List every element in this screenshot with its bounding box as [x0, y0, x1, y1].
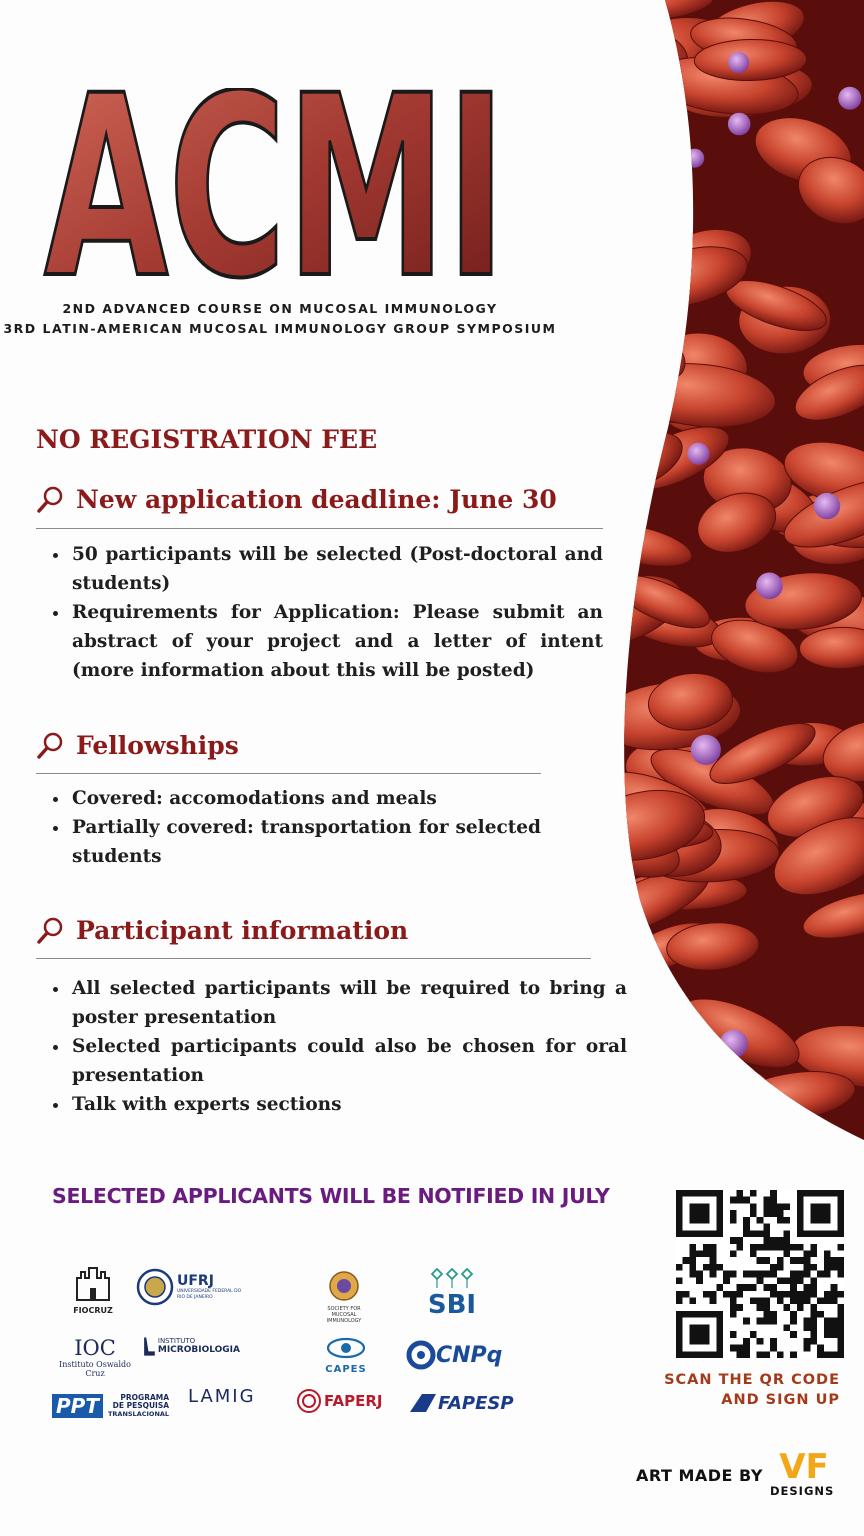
- bacterium-shape: [728, 113, 751, 136]
- scan-qr-instruction: SCAN THE QR CODE: [664, 1372, 840, 1388]
- vf-designs-logo: [776, 1446, 832, 1484]
- villus-shape: [580, 38, 684, 117]
- section-participant-title: Participant information: [76, 915, 409, 945]
- faperj-logo: FAPERJ: [296, 1388, 394, 1414]
- bacterium-shape: [814, 493, 840, 519]
- villus-shape: [571, 300, 695, 396]
- list-item: • 50 participants will be selected (Post-doctoral and students): [70, 540, 603, 598]
- fapesp-swoosh-icon: [408, 1392, 438, 1414]
- bacterium-shape: [838, 87, 861, 110]
- capes-eye-icon: [326, 1336, 366, 1360]
- bacterium-shape: [756, 573, 783, 600]
- section-deadline-heading: [36, 484, 557, 514]
- molecule-icon: [427, 1268, 477, 1292]
- section-fellowships-heading: [36, 730, 239, 760]
- section-deadline-title: New application deadline: June 30: [76, 484, 557, 514]
- mucosal-immunology-society-logo: SOCIETY FOR MUCOSAL IMMUNOLOGY: [316, 1270, 372, 1324]
- designs-text: DESIGNS: [770, 1484, 835, 1498]
- list-item: • Partially covered: transportation for selected students: [70, 813, 541, 871]
- acmi-logo: [40, 88, 510, 288]
- participant-list: [36, 974, 627, 1119]
- faperj-rings-icon: [296, 1388, 324, 1414]
- list-item: • Selected participants could also be chosen for oral presentation: [70, 1032, 627, 1090]
- villus-shape: [546, 366, 677, 455]
- divider: [36, 958, 591, 959]
- divider: [36, 773, 541, 774]
- subtitle-symposium: 3RD LATIN-AMERICAN MUCOSAL IMMUNOLOGY GROUP SYMPOSIUM: [3, 321, 557, 336]
- magnifier-icon: [36, 915, 66, 945]
- deadline-list: [36, 540, 603, 685]
- notification-banner: SELECTED APPLICANTS WILL BE NOTIFIED IN JULY: [52, 1184, 610, 1208]
- registration-fee-notice: NO REGISTRATION FEE: [36, 425, 378, 454]
- fiocruz-logo: FIOCRUZ: [66, 1264, 120, 1315]
- subtitle-course: 2ND ADVANCED COURSE ON MUCOSAL IMMUNOLOGY: [62, 301, 498, 316]
- list-item: • All selected participants will be required to bring a poster presentation: [70, 974, 627, 1032]
- cnpq-logo: CNPq: [406, 1340, 510, 1370]
- ioc-logo: IOC Instituto Oswaldo Cruz: [59, 1336, 131, 1378]
- cnpq-icon: [406, 1340, 436, 1370]
- microbiologia-logo: INSTITUTO MICROBIOLOGIA: [142, 1326, 240, 1366]
- list-item: • Talk with experts sections: [70, 1090, 627, 1119]
- magnifier-icon: [36, 484, 66, 514]
- bacterium-shape: [687, 443, 709, 465]
- bacterium-shape: [673, 261, 691, 279]
- bacterium-shape: [691, 735, 721, 765]
- capes-logo: CAPES: [318, 1336, 374, 1375]
- castle-icon: [73, 1264, 113, 1302]
- lamig-logo: LAMIG: [188, 1386, 256, 1407]
- sbi-logo: SBI: [422, 1268, 482, 1320]
- vf-brand-text: VF: [779, 1447, 829, 1484]
- bacterium-shape: [728, 52, 749, 73]
- sign-up-instruction: AND SIGN UP: [721, 1392, 840, 1408]
- magnifier-icon: [36, 730, 66, 760]
- programa-pesquisa-translacional-logo: PPT PROGRAMA DE PESQUISA TRANSLACIONAL: [52, 1394, 176, 1418]
- villus-shape: [573, 118, 691, 205]
- fapesp-logo: FAPESP: [408, 1392, 520, 1414]
- society-seal-icon: [327, 1270, 361, 1302]
- qr-code[interactable]: [676, 1190, 844, 1358]
- list-item: • Covered: accomodations and meals: [70, 784, 541, 813]
- divider: [36, 528, 603, 529]
- acmi-title: ACMI: [44, 88, 506, 288]
- fellowships-list: [36, 784, 541, 871]
- list-item: • Requirements for Application: Please submit an abstract of your project and a letter of intent (more information about this will be posted): [70, 598, 603, 685]
- ufrj-logo: UFRJ UNIVERSIDADE FEDERAL DO RIO DE JANEIRO: [136, 1268, 246, 1306]
- microscope-icon: [142, 1326, 156, 1366]
- bacterium-shape: [685, 149, 704, 168]
- credit-text: ART MADE BY: [636, 1466, 763, 1485]
- section-fellowships-title: Fellowships: [76, 730, 239, 760]
- section-participant-heading: [36, 915, 408, 945]
- ufrj-seal-icon: [136, 1268, 174, 1306]
- bacterium-shape: [720, 1030, 748, 1058]
